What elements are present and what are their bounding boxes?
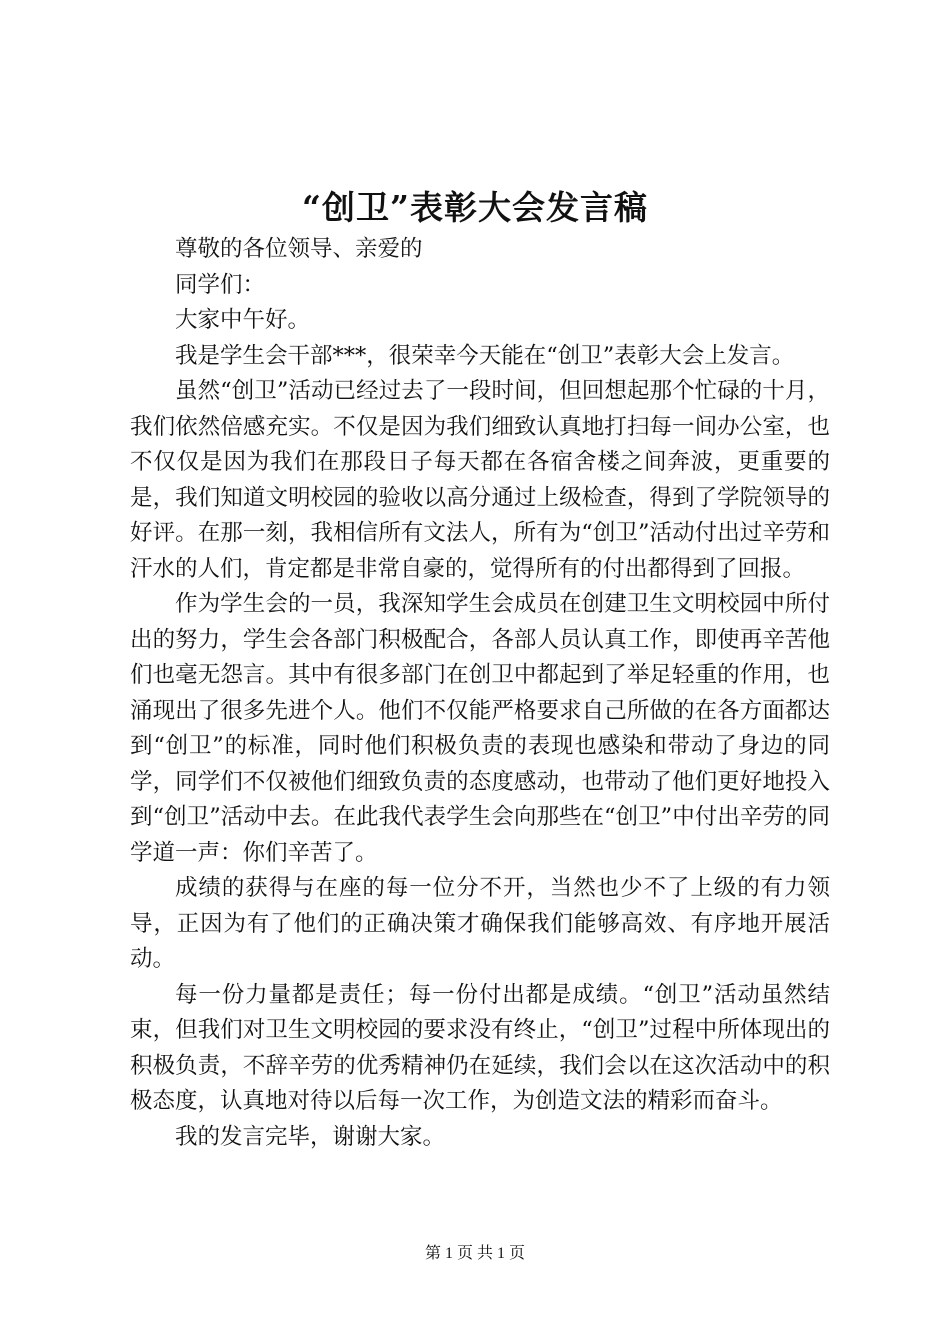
paragraph-greeting: 大家中午好。 <box>175 307 311 333</box>
paragraph-body-4: 每一份力量都是责任；每一份付出都是成绩。“创卫”活动虽然结束，但我们对卫生文明校园的要求没有终止，“创卫”过程中所体现出的积极负责，不辞辛劳的优秀精神仍在延续，我们会以在这次活动中的积极态度，认真地对待以后每一次工作，为创造文法的精彩而奋斗。 <box>130 981 830 1114</box>
paragraph-salutation-2: 同学们： <box>175 271 266 298</box>
paragraph-body-3: 成绩的获得与在座的每一位分不开，当然也少不了上级的有力领导，正因为有了他们的正确决策才确保我们能够高效、有序地开展活动。 <box>130 875 830 972</box>
paragraph-salutation-1: 尊敬的各位领导、亲爱的 <box>175 236 423 262</box>
document-title: “创卫”表彰大会发言稿 <box>302 188 648 227</box>
document-body <box>130 232 830 1155</box>
paragraph-closing: 我的发言完毕，谢谢大家。 <box>175 1123 446 1150</box>
paragraph-body-1: 虽然“创卫”活动已经过去了一段时间，但回想起那个忙碌的十月，我们依然倍感充实。不仅是因为我们细致认真地打扫每一间办公室，也不仅仅是因为我们在那段日子每天都在各宿舍楼之间奔波，更重要的是，我们知道文明校园的验收以高分通过上级检查，得到了学院领导的好评。在那一刻，我相信所有文法人，所有为“创卫”活动付出过辛劳和汗水的人们，肯定都是非常自豪的，觉得所有的付出都得到了回报。 <box>130 378 830 582</box>
page-footer: 第 1 页 共 1 页 <box>424 1245 525 1262</box>
paragraph-intro: 我是学生会干部***，很荣幸今天能在“创卫”表彰大会上发言。 <box>175 342 795 369</box>
paragraph-body-2: 作为学生会的一员，我深知学生会成员在创建卫生文明校园中所付出的努力，学生会各部门积极配合，各部人员认真工作，即使再辛苦他们也毫无怨言。其中有很多部门在创卫中都起到了举足轻重的作用，也涌现出了很多先进个人。他们不仅能严格要求自己所做的在各方面都达到“创卫”的标准，同时他们积极负责的表现也感染和带动了身边的同学，同学们不仅被他们细致负责的态度感动，也带动了他们更好地投入到“创卫”活动中去。在此我代表学生会向那些在“创卫”中付出辛劳的同学道一声：你们辛苦了。 <box>130 591 830 866</box>
